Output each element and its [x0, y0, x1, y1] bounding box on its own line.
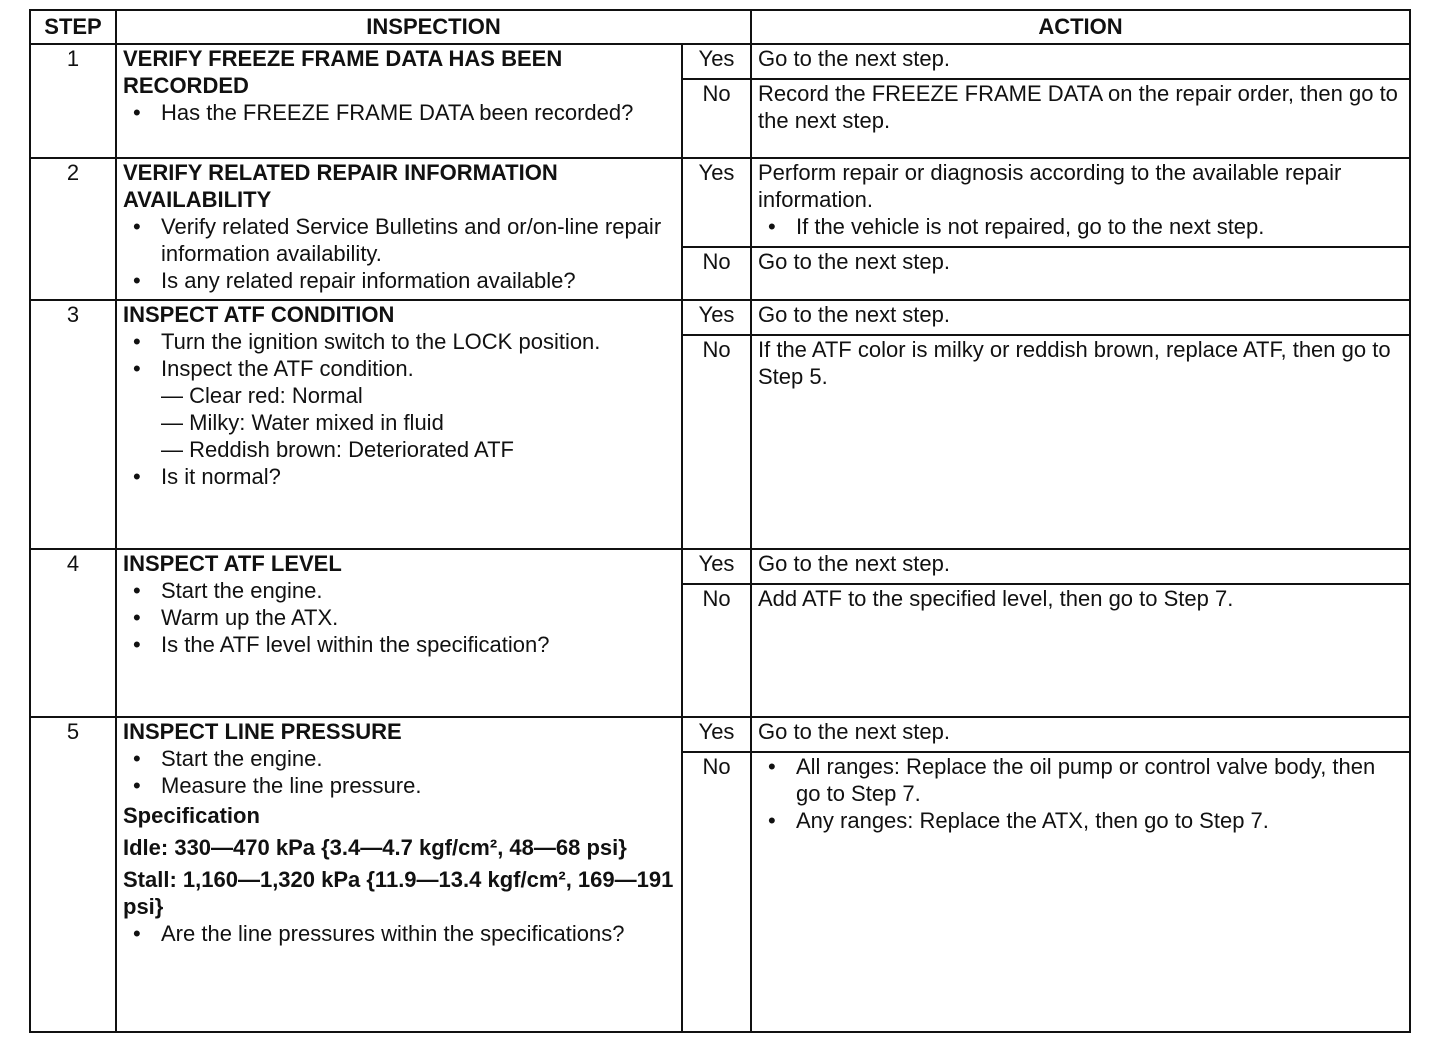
- no-action: If the ATF color is milky or reddish brown, replace ATF, then go to Step 5.: [751, 335, 1410, 549]
- step-inspection: [116, 549, 682, 717]
- no-label: No: [682, 335, 751, 549]
- no-label: No: [682, 752, 751, 1032]
- inspection-list: [123, 463, 675, 490]
- spec-heading: Specification: [123, 803, 260, 828]
- no-action: Add ATF to the specified level, then go to Step 7.: [751, 584, 1410, 717]
- spec-stall: Stall: 1,160—1,320 kPa {11.9—13.4 kgf/cm², 169—191 psi}: [123, 867, 674, 919]
- yes-action: Go to the next step.: [751, 717, 1410, 752]
- yes-label: Yes: [682, 158, 751, 247]
- step-title: VERIFY RELATED REPAIR INFORMATION AVAILABILITY: [123, 160, 558, 212]
- inspection-list: [123, 745, 675, 799]
- condition-subitem: — Milky: Water mixed in fluid: [161, 410, 444, 435]
- step-inspection: [116, 44, 682, 158]
- inspection-list: [123, 213, 675, 294]
- condition-subitem: — Reddish brown: Deteriorated ATF: [161, 437, 514, 462]
- step-number: 5: [30, 717, 116, 1032]
- yes-action: Go to the next step.: [751, 44, 1410, 79]
- inspection-item: • Start the engine.: [123, 745, 675, 772]
- step-3-yes-row: [30, 300, 1410, 335]
- action-item: • All ranges: Replace the oil pump or control valve body, then go to Step 7.: [758, 753, 1403, 807]
- inspection-item: • Has the FREEZE FRAME DATA been recorded?: [123, 99, 675, 126]
- step-inspection: [116, 300, 682, 549]
- step-number: 1: [30, 44, 116, 158]
- action-item: • If the vehicle is not repaired, go to the next step.: [758, 213, 1403, 240]
- step-number: 4: [30, 549, 116, 717]
- no-action: Go to the next step.: [751, 247, 1410, 300]
- step-title: INSPECT ATF LEVEL: [123, 551, 342, 576]
- no-label: No: [682, 584, 751, 717]
- inspection-list: [123, 577, 675, 658]
- step-number: 3: [30, 300, 116, 549]
- header-step: STEP: [30, 10, 116, 44]
- yes-action: Go to the next step.: [751, 300, 1410, 335]
- inspection-list: [123, 920, 675, 947]
- step-4-yes-row: [30, 549, 1410, 584]
- inspection-item: • Is it normal?: [123, 463, 675, 490]
- header-row: [30, 10, 1410, 44]
- step-title: INSPECT LINE PRESSURE: [123, 719, 402, 744]
- inspection-item: • Turn the ignition switch to the LOCK position.: [123, 328, 675, 355]
- no-action-cell: [751, 752, 1410, 1032]
- inspection-item: • Is the ATF level within the specification?: [123, 631, 675, 658]
- yes-action-cell: [751, 158, 1410, 247]
- condition-subitem: — Clear red: Normal: [161, 383, 363, 408]
- step-inspection: [116, 158, 682, 300]
- inspection-item: • Measure the line pressure.: [123, 772, 675, 799]
- no-label: No: [682, 247, 751, 300]
- action-item: • Any ranges: Replace the ATX, then go to Step 7.: [758, 807, 1403, 834]
- yes-label: Yes: [682, 549, 751, 584]
- yes-action: Go to the next step.: [751, 549, 1410, 584]
- diagnostic-procedure-table: [29, 9, 1411, 1033]
- yes-label: Yes: [682, 44, 751, 79]
- inspection-list: [123, 328, 675, 382]
- header-action: ACTION: [751, 10, 1410, 44]
- action-list: [758, 213, 1403, 240]
- inspection-item: • Warm up the ATX.: [123, 604, 675, 631]
- inspection-item: • Is any related repair information available?: [123, 267, 675, 294]
- no-label: No: [682, 79, 751, 158]
- yes-action: Perform repair or diagnosis according to the available repair information.: [758, 160, 1342, 212]
- inspection-list: [123, 99, 675, 126]
- action-list: [758, 753, 1403, 834]
- inspection-item: • Start the engine.: [123, 577, 675, 604]
- header-inspection: INSPECTION: [116, 10, 751, 44]
- inspection-item: • Are the line pressures within the specifications?: [123, 920, 675, 947]
- step-title: VERIFY FREEZE FRAME DATA HAS BEEN RECORDED: [123, 46, 563, 98]
- step-1-yes-row: [30, 44, 1410, 79]
- inspection-item: • Inspect the ATF condition.: [123, 355, 675, 382]
- no-action: Record the FREEZE FRAME DATA on the repair order, then go to the next step.: [751, 79, 1410, 158]
- step-2-yes-row: [30, 158, 1410, 247]
- spec-idle: Idle: 330—470 kPa {3.4—4.7 kgf/cm², 48—68 psi}: [123, 835, 627, 860]
- step-5-yes-row: [30, 717, 1410, 752]
- step-inspection: [116, 717, 682, 1032]
- inspection-item: • Verify related Service Bulletins and or/on-line repair information availability.: [123, 213, 675, 267]
- yes-label: Yes: [682, 300, 751, 335]
- step-number: 2: [30, 158, 116, 300]
- yes-label: Yes: [682, 717, 751, 752]
- step-title: INSPECT ATF CONDITION: [123, 302, 395, 327]
